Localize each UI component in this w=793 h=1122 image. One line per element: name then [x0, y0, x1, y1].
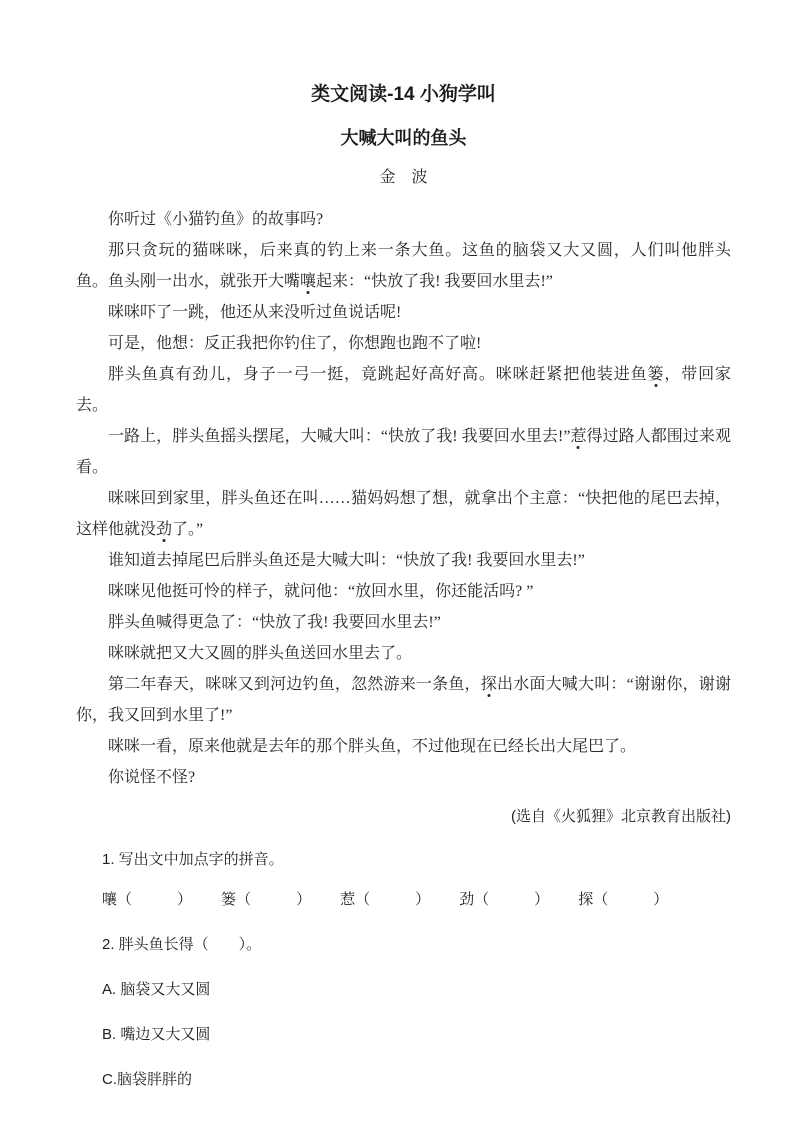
open-paren: （ — [355, 891, 371, 908]
story-paragraph — [76, 762, 731, 793]
story-text: 得过路人都围过来观看。 — [76, 428, 731, 476]
option-b: B. 嘴边又大又圆 — [102, 1026, 211, 1043]
story-paragraph — [76, 235, 731, 297]
open-paren: （ — [474, 891, 490, 908]
source-attribution: (选自《火狐狸》北京教育出版社) — [511, 808, 731, 825]
story-text: 可是，他想：反正我把你钓住了，你想跑也跑不了啦! — [108, 335, 482, 352]
pinyin-item — [221, 886, 311, 914]
close-paren: ） — [653, 891, 669, 908]
question-2-label: 2. 胖头鱼长得（ ）。 — [102, 936, 262, 953]
pinyin-item — [102, 886, 192, 914]
option-a: A. 脑袋又大又圆 — [102, 981, 211, 998]
story-paragraph — [76, 421, 731, 483]
open-paren: （ — [593, 891, 609, 908]
story-text: 谁知道去掉尾巴后胖头鱼还是大喊大叫：“快放了我! 我要回水里去!” — [108, 552, 585, 569]
story-paragraph — [76, 483, 731, 545]
story-paragraph — [76, 545, 731, 576]
pinyin-char: 篓 — [221, 891, 237, 908]
story-text: 胖头鱼喊得更急了：“快放了我! 我要回水里去!” — [108, 614, 441, 631]
emphasized-char: 探 — [480, 676, 497, 693]
pinyin-blank — [370, 903, 415, 904]
open-paren: （ — [236, 891, 252, 908]
close-paren: ） — [415, 891, 431, 908]
story-paragraph — [76, 731, 731, 762]
story-paragraph — [76, 328, 731, 359]
emphasized-char: 劲 — [156, 521, 173, 538]
option-c: C.脑袋胖胖的 — [102, 1071, 193, 1088]
pinyin-char: 探 — [578, 891, 594, 908]
story-text: 咪咪就把又大又圆的胖头鱼送回水里去了。 — [108, 645, 413, 662]
pinyin-blank — [489, 903, 534, 904]
questions-section — [76, 846, 731, 1094]
close-paren: ） — [296, 891, 312, 908]
document-title: 类文阅读-14 小狗学叫 — [311, 84, 496, 105]
story-text: 了。” — [172, 521, 204, 538]
story-text: ，带回家去。 — [76, 366, 731, 414]
story-text: 一路上，胖头鱼摇头摆尾，大喊大叫：“快放了我! 我要回水里去!” — [108, 428, 571, 445]
story-text: 胖头鱼真有劲儿，身子一弓一挺，竟跳起好高好高。咪咪赶紧把他装进鱼 — [108, 366, 648, 383]
story-paragraph — [76, 297, 731, 328]
pinyin-char: 惹 — [340, 891, 356, 908]
question-1-label: 1. 写出文中加点字的拼音。 — [102, 851, 284, 868]
story-text: 那只贪玩的猫咪咪，后来真的钓上来一条大鱼。这鱼的脑袋又大又圆，人们叫他胖头鱼。鱼头刚一出水，就张开大嘴 — [76, 242, 731, 290]
story-text: 咪咪回到家里，胖头鱼还在叫……猫妈妈想了想，就拿出个主意：“快把他的尾巴去掉，这样他就没 — [76, 490, 731, 538]
author-name: 金 波 — [379, 169, 428, 186]
story-text: 你听过《小猫钓鱼》的故事吗? — [108, 211, 324, 228]
story-text: 出水面大喊大叫：“谢谢你，谢谢你，我又回到水里了!” — [76, 676, 731, 724]
story-text: 起来：“快放了我! 我要回水里去!” — [316, 273, 553, 290]
pinyin-char: 劲 — [459, 891, 475, 908]
close-paren: ） — [534, 891, 550, 908]
pinyin-blank — [608, 903, 653, 904]
open-paren: （ — [117, 891, 133, 908]
story-paragraph — [76, 204, 731, 235]
pinyin-blank — [132, 903, 177, 904]
story-title: 大喊大叫的鱼头 — [340, 128, 467, 148]
emphasized-char: 嚷 — [300, 273, 317, 290]
pinyin-row — [102, 886, 731, 914]
story-text: 咪咪见他挺可怜的样子，就问他：“放回水里，你还能活吗? ” — [108, 583, 534, 600]
story-paragraph — [76, 607, 731, 638]
story-text: 你说怪不怪? — [108, 769, 196, 786]
story-paragraph — [76, 669, 731, 731]
pinyin-item — [578, 886, 668, 914]
story-paragraph — [76, 638, 731, 669]
emphasized-char: 篓 — [647, 366, 665, 383]
pinyin-item — [459, 886, 549, 914]
story-text: 咪咪一看，原来他就是去年的那个胖头鱼，不过他现在已经长出大尾巴了。 — [108, 738, 637, 755]
story-paragraph — [76, 576, 731, 607]
story — [76, 204, 731, 793]
story-text: 咪咪吓了一跳，他还从来没听过鱼说话呢! — [108, 304, 402, 321]
close-paren: ） — [177, 891, 193, 908]
pinyin-blank — [251, 903, 296, 904]
pinyin-char: 嚷 — [102, 891, 118, 908]
pinyin-item — [340, 886, 430, 914]
story-paragraph — [76, 359, 731, 421]
emphasized-char: 惹 — [570, 428, 587, 445]
story-text: 第二年春天，咪咪又到河边钓鱼，忽然游来一条鱼， — [108, 676, 481, 693]
